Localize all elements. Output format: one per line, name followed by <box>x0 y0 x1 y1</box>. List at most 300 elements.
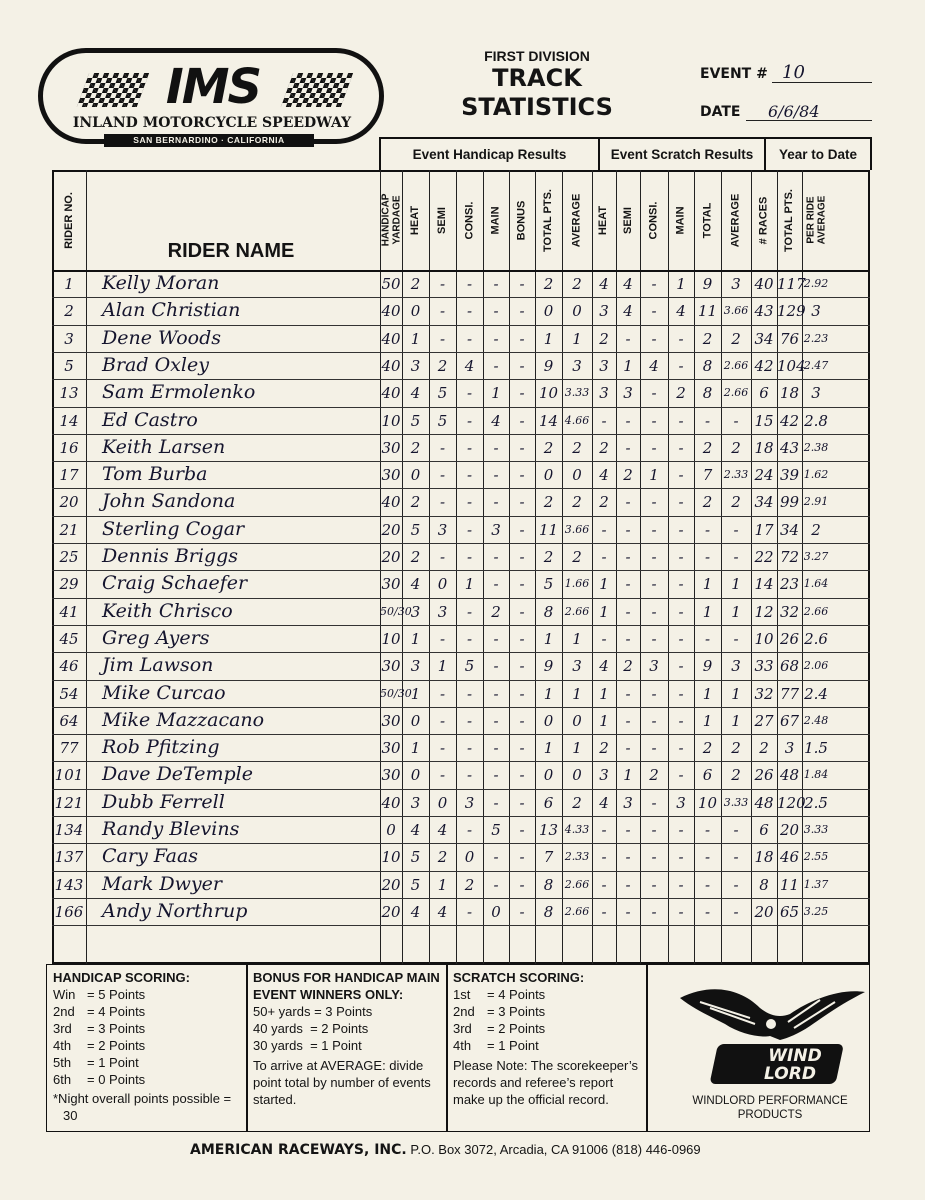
cell-sheat: - <box>601 629 607 648</box>
cell-per: 2.48 <box>803 713 829 727</box>
cell-total: 11 <box>538 520 559 539</box>
cell-name: Alan Christian <box>102 299 241 322</box>
cell-ssemi: - <box>625 848 631 867</box>
column-header-s-semi <box>616 170 640 270</box>
cell-heat: 2 <box>410 493 421 512</box>
cell-sconsi: - <box>651 493 657 512</box>
cell-no: 166 <box>54 902 84 921</box>
column-header-label: MAIN <box>489 205 502 235</box>
cell-main: 5 <box>491 821 501 839</box>
cell-total: 0 <box>543 466 554 485</box>
scoring-place: 3rd <box>453 1021 472 1036</box>
cell-sheat: 2 <box>599 438 609 457</box>
cell-avg: 1 <box>572 329 582 348</box>
cell-sheat: 1 <box>599 575 609 594</box>
cell-heat: 2 <box>410 438 421 457</box>
cell-ytd: 42 <box>779 411 800 430</box>
cell-ytd: 99 <box>779 493 800 512</box>
cell-no: 134 <box>54 821 84 839</box>
scoring-points: = 4 Points <box>487 987 546 1002</box>
cell-savg: - <box>733 821 739 839</box>
cell-main: - <box>493 875 499 894</box>
cell-main: 2 <box>491 602 501 621</box>
cell-ssemi: - <box>625 329 631 348</box>
cell-savg: 3.33 <box>723 795 749 809</box>
cell-total: 1 <box>543 329 554 348</box>
cell-semi: 0 <box>437 575 448 594</box>
ims-logo <box>38 48 384 144</box>
cell-no: 46 <box>59 657 79 676</box>
cell-races: 14 <box>754 575 774 594</box>
cell-semi: - <box>439 302 446 321</box>
cell-smain: - <box>678 739 684 758</box>
cell-bonus: - <box>519 466 525 485</box>
cell-name: Sterling Cogar <box>102 517 245 540</box>
cell-total: 13 <box>538 821 559 839</box>
scoring-row <box>53 1020 241 1037</box>
cell-ytd: 67 <box>779 711 800 730</box>
cell-semi: - <box>439 739 446 758</box>
cell-yd: 40 <box>381 302 401 321</box>
cell-consi: - <box>466 602 473 621</box>
cell-avg: 1.66 <box>564 577 590 591</box>
cell-bonus: - <box>519 411 525 430</box>
cell-consi: - <box>466 329 473 348</box>
cell-sheat: 2 <box>599 329 609 348</box>
cell-name: Sam Ermolenko <box>102 381 256 404</box>
cell-bonus: - <box>519 520 525 539</box>
cell-bonus: - <box>519 575 525 594</box>
cell-heat: 4 <box>410 902 421 921</box>
cell-sconsi: - <box>651 684 657 703</box>
cell-sconsi: - <box>651 438 657 457</box>
cell-ssemi: 3 <box>623 384 633 403</box>
cell-races: 15 <box>754 411 774 430</box>
cell-heat: 5 <box>410 411 421 430</box>
cell-sheat: 3 <box>599 766 609 785</box>
column-header-label: TOTAL PTS. <box>783 188 796 252</box>
cell-smain: - <box>678 684 684 703</box>
cell-total: 2 <box>543 438 554 457</box>
cell-semi: - <box>439 275 446 293</box>
scoring-place: 1st <box>453 987 471 1002</box>
scoring-row <box>453 1003 641 1020</box>
cell-avg: 2.66 <box>564 904 590 918</box>
cell-ssemi: 4 <box>623 302 633 321</box>
cell-total: 1 <box>543 629 554 648</box>
cell-yd: 50 <box>381 275 401 293</box>
cell-savg: - <box>733 902 739 921</box>
cell-sconsi: - <box>651 902 657 921</box>
cell-smain: - <box>678 766 684 785</box>
cell-sconsi: - <box>651 575 657 594</box>
scoring-points: = 5 Points <box>87 987 146 1002</box>
cell-consi: - <box>466 411 473 430</box>
column-header-label: SEMI <box>436 206 448 234</box>
cell-bonus: - <box>519 793 525 812</box>
scoring-row <box>453 1020 641 1037</box>
scoring-place: 2nd <box>453 1004 475 1019</box>
cell-main: - <box>493 629 499 648</box>
table-row <box>52 488 870 515</box>
cell-total: 1 <box>543 739 554 758</box>
bonus-box <box>246 964 448 1132</box>
cell-stotal: - <box>704 520 711 539</box>
cell-avg: 0 <box>572 466 582 485</box>
cell-savg: 2 <box>731 493 741 512</box>
cell-no: 13 <box>59 384 79 403</box>
cell-no: 54 <box>59 684 79 703</box>
cell-stotal: 9 <box>702 275 713 293</box>
cell-stotal: 1 <box>702 602 713 621</box>
cell-total: 8 <box>543 602 554 621</box>
cell-stotal: - <box>704 548 711 566</box>
cell-per: 3.33 <box>803 823 829 836</box>
column-header-label: CONSI. <box>463 201 475 239</box>
cell-ssemi: - <box>625 438 631 457</box>
cell-avg: 1 <box>572 684 582 703</box>
cell-bonus: - <box>519 602 525 621</box>
cell-yd: 40 <box>381 356 401 375</box>
cell-consi: - <box>466 493 473 512</box>
checkered-flag-left-icon <box>77 73 149 107</box>
event-value: 10 <box>782 62 805 83</box>
table-row <box>52 761 870 788</box>
cell-consi: 4 <box>464 356 475 375</box>
bonus-title: BONUS FOR HANDICAP MAIN EVENT WINNERS ONLY: <box>253 970 440 1002</box>
cell-races: 48 <box>754 793 774 812</box>
cell-total: 6 <box>543 793 554 812</box>
cell-races: 33 <box>754 657 774 676</box>
cell-smain: 3 <box>676 793 686 812</box>
cell-heat: 4 <box>410 384 421 403</box>
scoring-points: = 3 Points <box>487 1004 546 1019</box>
cell-smain: - <box>678 548 684 566</box>
cell-semi: - <box>439 711 446 730</box>
cell-heat: 1 <box>410 629 421 648</box>
cell-per: 2.38 <box>803 440 829 454</box>
cell-no: 25 <box>59 548 79 566</box>
cell-ssemi: - <box>625 629 631 648</box>
cell-name: Tom Burba <box>102 463 208 486</box>
cell-total: 8 <box>543 902 554 921</box>
bonus-line-2: 40 yards = 2 Points <box>253 1021 369 1036</box>
cell-semi: - <box>439 493 446 512</box>
cell-sheat: 4 <box>599 793 609 812</box>
cell-bonus: - <box>519 275 525 293</box>
table-row <box>52 461 870 488</box>
cell-ytd: 3 <box>784 739 795 758</box>
cell-main: - <box>493 657 499 676</box>
cell-smain: - <box>678 356 684 375</box>
cell-per: 3.25 <box>803 904 829 918</box>
cell-no: 45 <box>59 629 79 648</box>
scratch-results-header: Event Scratch Results <box>598 137 766 170</box>
cell-total: 8 <box>543 875 554 894</box>
scoring-points: = 0 Points <box>87 1072 146 1087</box>
cell-stotal: - <box>704 902 711 921</box>
cell-stotal: 1 <box>702 684 713 703</box>
cell-races: 34 <box>754 493 774 512</box>
cell-avg: 0 <box>572 711 582 730</box>
cell-consi: 3 <box>464 793 475 812</box>
cell-avg: 4.66 <box>564 413 590 427</box>
cell-yd: 10 <box>381 411 401 430</box>
cell-sconsi: 4 <box>649 356 659 375</box>
column-header-handicap-yardage <box>380 170 402 270</box>
cell-bonus: - <box>519 711 525 730</box>
cell-sconsi: 1 <box>649 466 659 485</box>
cell-ytd: 117 <box>777 275 806 293</box>
cell-savg: - <box>733 875 739 894</box>
cell-smain: - <box>678 466 684 485</box>
cell-savg: 2 <box>731 438 741 457</box>
cell-consi: - <box>466 548 473 566</box>
column-header-label: AVERAGE <box>729 193 742 247</box>
cell-sheat: 3 <box>599 356 609 375</box>
scoring-points: = 2 Points <box>87 1038 146 1053</box>
cell-savg: 2.33 <box>723 468 749 482</box>
cell-races: 34 <box>754 329 774 348</box>
scoring-row <box>453 986 641 1003</box>
cell-no: 137 <box>54 848 84 867</box>
cell-main: - <box>493 302 499 321</box>
cell-savg: 2.66 <box>723 358 749 372</box>
cell-yd: 20 <box>381 875 401 894</box>
cell-consi: - <box>466 520 473 539</box>
cell-bonus: - <box>519 384 525 403</box>
cell-total: 14 <box>538 411 559 430</box>
cell-per: 1.64 <box>803 577 829 591</box>
cell-bonus: - <box>519 821 525 839</box>
rider-name-header: RIDER NAME <box>167 240 295 262</box>
column-header-s-total <box>694 170 721 270</box>
scoring-row <box>53 1003 241 1020</box>
cell-name: Dene Woods <box>102 326 222 349</box>
cell-bonus: - <box>519 629 525 648</box>
cell-consi: 5 <box>464 657 475 676</box>
scoring-place: 6th <box>53 1072 72 1087</box>
cell-ytd: 68 <box>779 657 800 676</box>
cell-bonus: - <box>519 493 525 512</box>
cell-main: - <box>493 766 499 785</box>
cell-name: Dave DeTemple <box>102 763 253 786</box>
cell-yd: 30 <box>381 466 401 485</box>
cell-ssemi: - <box>625 684 631 703</box>
cell-total: 2 <box>543 275 554 293</box>
cell-smain: - <box>678 493 684 512</box>
cell-savg: 1 <box>731 575 741 594</box>
cell-bonus: - <box>519 739 525 758</box>
cell-ssemi: 2 <box>623 657 633 676</box>
footer-address: P.O. Box 3072, Arcadia, CA 91006 (818) 446-0969 <box>410 1142 701 1157</box>
cell-ytd: 11 <box>779 875 800 894</box>
cell-semi: - <box>439 438 446 457</box>
cell-smain: 4 <box>676 302 686 321</box>
cell-consi: - <box>466 384 473 403</box>
scoring-place: Win <box>53 987 76 1002</box>
cell-smain: - <box>678 875 684 894</box>
cell-sheat: - <box>601 902 607 921</box>
cell-avg: 2.66 <box>564 877 590 891</box>
cell-name: Keith Chrisco <box>102 599 233 622</box>
cell-ssemi: - <box>625 548 631 566</box>
event-label: EVENT # <box>700 66 768 82</box>
cell-ssemi: - <box>625 821 631 839</box>
cell-total: 9 <box>543 657 554 676</box>
table-row <box>52 407 870 434</box>
cell-no: 5 <box>64 356 74 375</box>
cell-sconsi: - <box>651 821 657 839</box>
year-to-date-header: Year to Date <box>764 137 872 170</box>
cell-sconsi: - <box>651 548 657 566</box>
cell-main: - <box>493 356 499 375</box>
column-header-total-pts <box>535 170 562 270</box>
cell-bonus: - <box>519 438 525 457</box>
cell-no: 1 <box>64 275 74 293</box>
cell-no: 17 <box>59 466 79 485</box>
cell-bonus: - <box>519 902 525 921</box>
cell-ytd: 23 <box>779 575 800 594</box>
cell-no: 41 <box>59 602 79 621</box>
cell-main: - <box>493 739 499 758</box>
cell-main: - <box>493 493 499 512</box>
cell-total: 2 <box>543 493 554 512</box>
cell-per: 1.37 <box>803 877 829 891</box>
cell-sheat: 1 <box>599 711 609 730</box>
cell-consi: - <box>466 821 473 839</box>
table-row <box>52 434 870 461</box>
cell-yd: 0 <box>386 821 396 839</box>
cell-avg: 3 <box>572 356 582 375</box>
cell-savg: 1 <box>731 711 741 730</box>
cell-savg: 2 <box>731 329 741 348</box>
cell-ssemi: 2 <box>623 466 633 485</box>
scoring-points: = 4 Points <box>87 1004 146 1019</box>
table-row <box>52 598 870 625</box>
cell-sconsi: - <box>651 711 657 730</box>
cell-heat: 3 <box>410 657 421 676</box>
cell-ytd: 26 <box>779 629 800 648</box>
cell-sconsi: 2 <box>649 766 659 785</box>
cell-yd: 30 <box>381 438 401 457</box>
cell-ytd: 72 <box>779 548 800 566</box>
scratch-scoring-title: SCRATCH SCORING: <box>453 970 585 985</box>
cell-heat: 1 <box>410 329 421 348</box>
cell-races: 42 <box>754 356 774 375</box>
cell-name: Mark Dwyer <box>102 872 222 895</box>
cell-savg: - <box>733 848 739 867</box>
cell-sheat: 1 <box>599 602 609 621</box>
cell-sconsi: - <box>651 329 657 348</box>
cell-per: 2.06 <box>803 659 829 673</box>
cell-heat: 4 <box>410 821 421 839</box>
cell-races: 27 <box>754 711 774 730</box>
scoring-row <box>453 1037 641 1054</box>
cell-savg: - <box>733 520 739 539</box>
column-header-label: MAIN <box>674 205 687 235</box>
cell-sconsi: - <box>651 384 657 403</box>
cell-stotal: 11 <box>697 302 718 321</box>
cell-savg: 2 <box>731 739 741 758</box>
table-row <box>52 297 870 324</box>
cell-per: 3 <box>811 384 821 403</box>
logo-ims: IMS <box>165 59 261 115</box>
cell-per: 2.55 <box>803 850 829 864</box>
cell-total: 5 <box>543 575 554 594</box>
table-row <box>52 652 870 679</box>
cell-name: Brad Oxley <box>102 353 209 376</box>
scoring-place: 4th <box>53 1038 72 1053</box>
cell-avg: 2 <box>572 275 582 293</box>
cell-consi: - <box>466 466 473 485</box>
cell-total: 7 <box>543 848 554 867</box>
cell-sconsi: - <box>651 302 657 321</box>
cell-per: 2.23 <box>803 331 829 345</box>
cell-races: 8 <box>759 875 769 894</box>
cell-name: Andy Northrup <box>102 899 248 922</box>
cell-name: Dubb Ferrell <box>102 790 225 813</box>
column-header-label: HEAT <box>409 205 422 235</box>
cell-semi: 5 <box>437 411 448 430</box>
column-header-per-ride <box>802 170 830 270</box>
column-header-rider-no <box>52 170 86 270</box>
cell-yd: 30 <box>381 711 401 730</box>
cell-savg: 1 <box>731 602 741 621</box>
cell-total: 1 <box>543 684 554 703</box>
cell-heat: 0 <box>410 466 421 485</box>
cell-per: 2.5 <box>804 793 828 812</box>
cell-ytd: 76 <box>779 329 800 348</box>
column-header-label: TOTAL PTS. <box>542 188 555 252</box>
cell-ytd: 46 <box>779 848 800 867</box>
cell-avg: 1 <box>572 739 582 758</box>
cell-ytd: 120 <box>777 793 806 812</box>
windlord-logo-line-1: WIND <box>768 1046 822 1066</box>
windlord-logo-line-2: LORD <box>764 1064 816 1084</box>
table-row <box>52 680 870 707</box>
cell-stotal: - <box>704 848 711 867</box>
cell-stotal: 8 <box>702 356 713 375</box>
checkered-flag-right-icon <box>281 73 353 107</box>
cell-heat: 1 <box>410 739 421 758</box>
scoring-points: = 2 Points <box>487 1021 546 1036</box>
cell-per: 1.62 <box>803 468 829 482</box>
handicap-results-header: Event Handicap Results <box>379 137 600 170</box>
cell-consi: 0 <box>464 848 475 867</box>
cell-ssemi: 1 <box>623 766 633 785</box>
cell-sheat: - <box>601 548 607 566</box>
cell-smain: - <box>678 411 684 430</box>
table-row <box>52 570 870 597</box>
row-divider <box>52 925 870 926</box>
cell-no: 143 <box>54 875 84 894</box>
cell-semi: 1 <box>437 657 448 676</box>
cell-avg: 3 <box>572 657 582 676</box>
cell-ytd: 65 <box>779 902 800 921</box>
column-header-ytd-total <box>777 170 802 270</box>
cell-races: 17 <box>754 520 774 539</box>
cell-no: 29 <box>59 575 79 594</box>
cell-yd: 10 <box>381 629 401 648</box>
cell-smain: - <box>678 821 684 839</box>
cell-avg: 2 <box>572 438 582 457</box>
cell-ytd: 18 <box>779 384 800 403</box>
cell-name: Keith Larsen <box>102 435 226 458</box>
cell-stotal: - <box>704 629 711 648</box>
page-title <box>440 64 634 122</box>
cell-races: 32 <box>754 684 774 703</box>
